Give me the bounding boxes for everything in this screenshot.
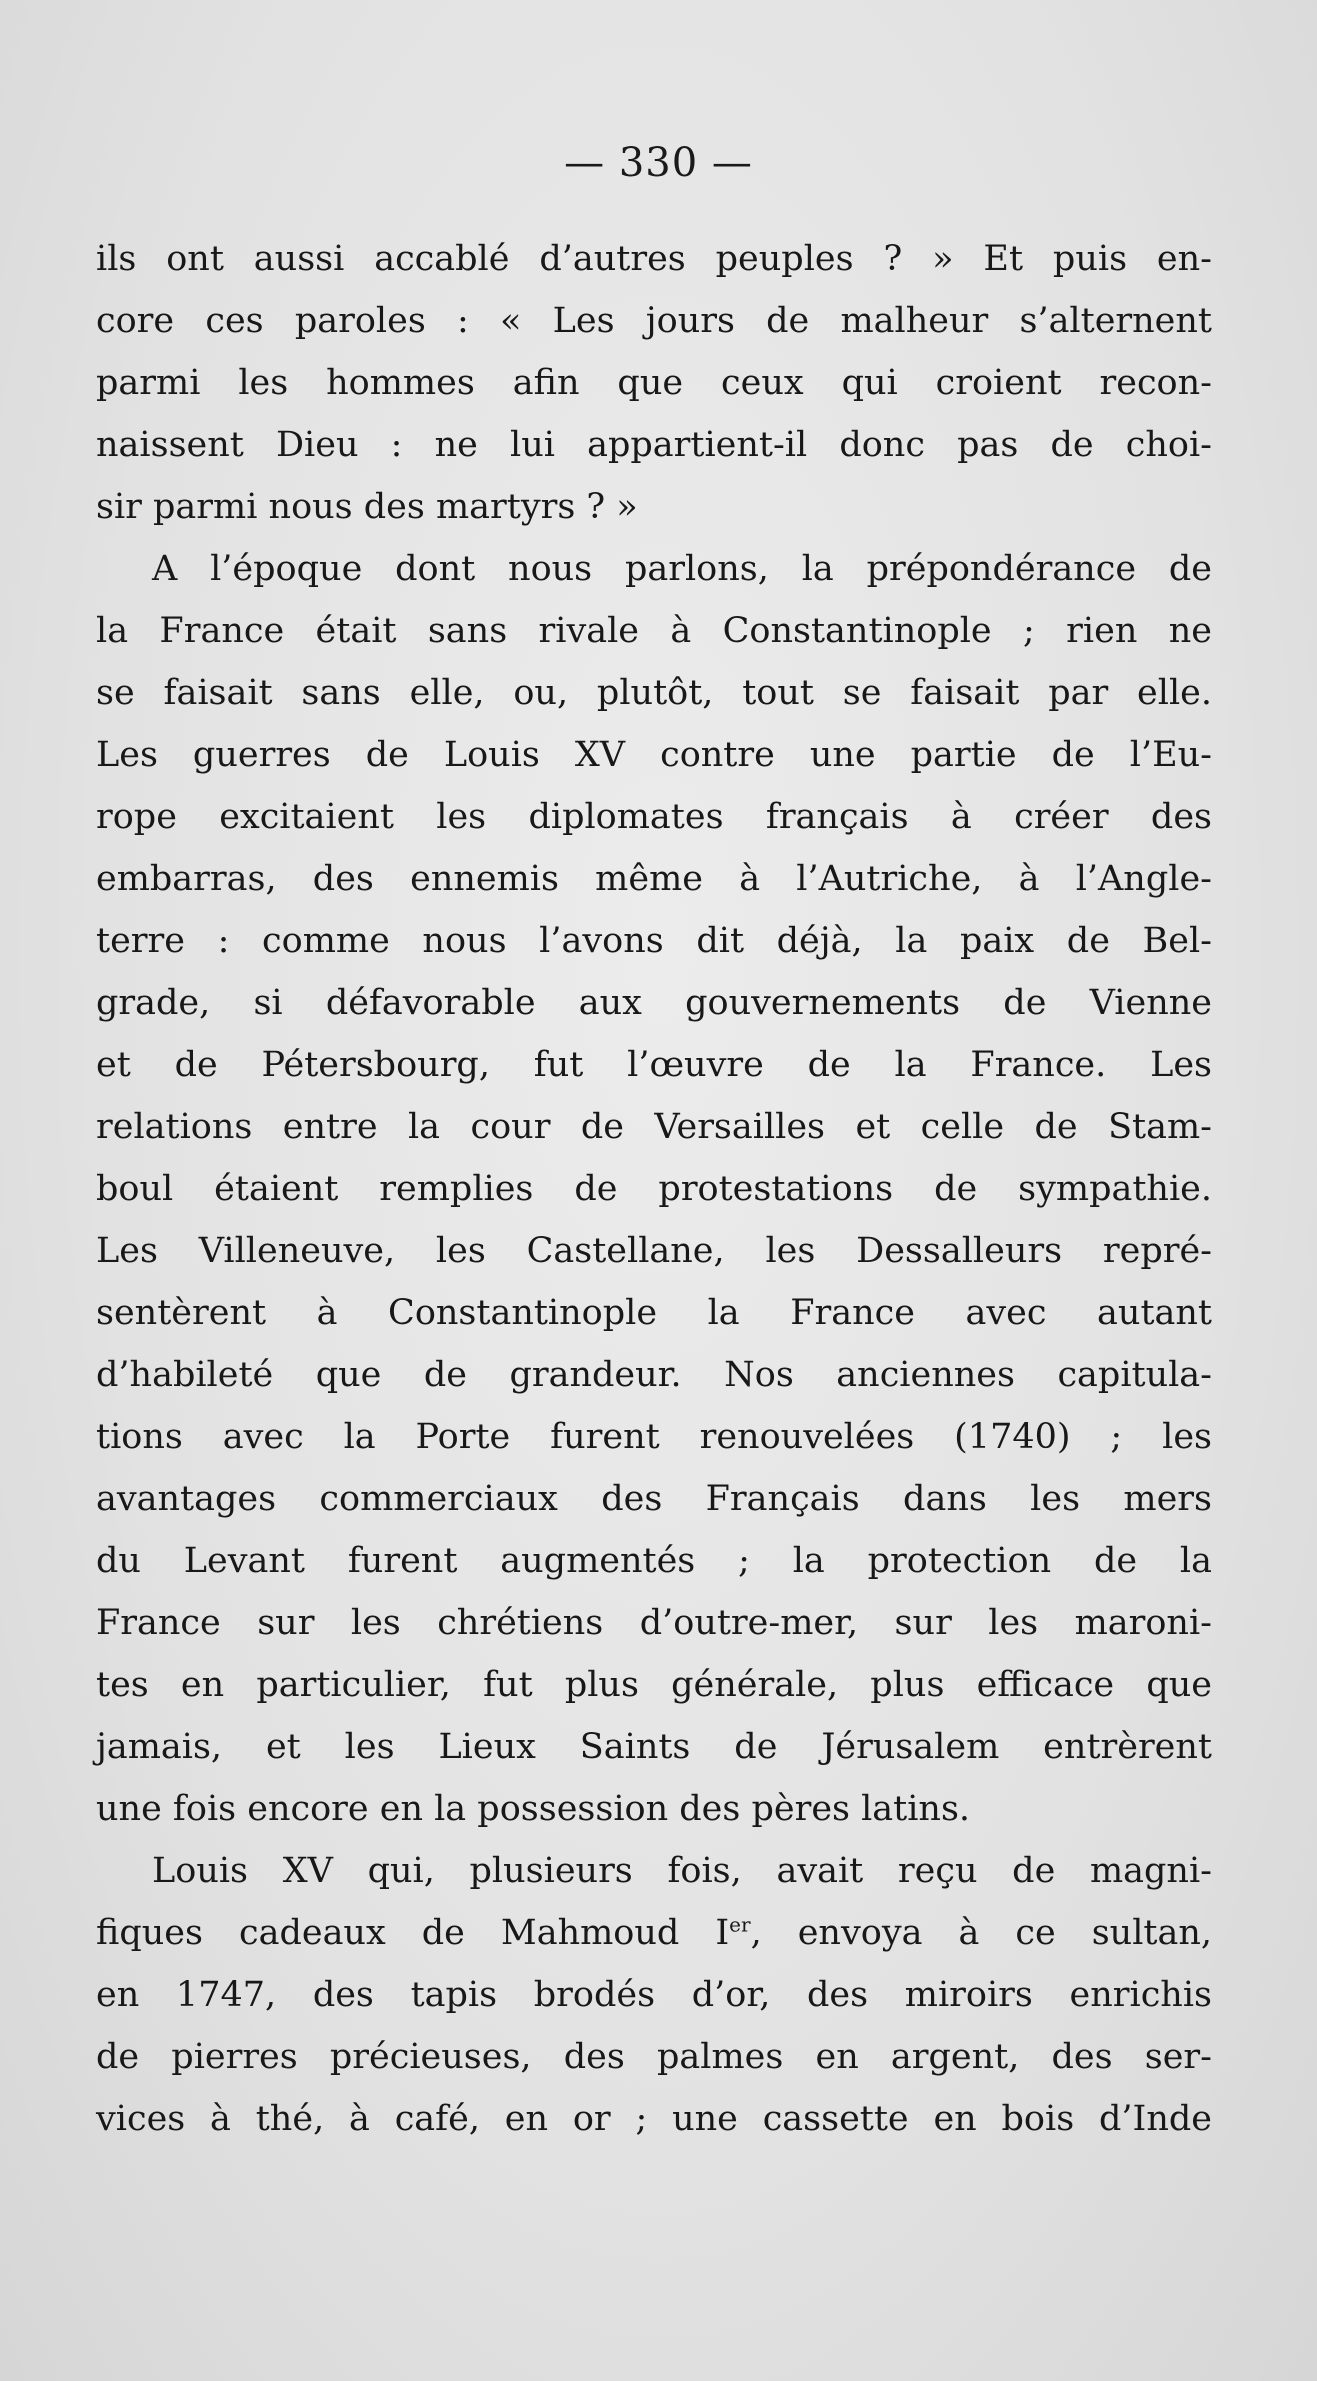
page-number: — 330 —: [564, 140, 753, 186]
text-line: terre : comme nous l’avons dit déjà, la paix de Bel-: [96, 921, 1212, 961]
text-line: sentèrent à Constantinople la France avec autant: [96, 1293, 1212, 1333]
text-line: ils ont aussi accablé d’autres peuples ? » Et puis en-: [96, 239, 1212, 279]
text-line: jamais, et les Lieux Saints de Jérusalem entrèrent: [96, 1727, 1212, 1767]
text-line: boul étaient remplies de protestations de sympathie.: [96, 1169, 1212, 1209]
text-line: d’habileté que de grandeur. Nos anciennes capitula-: [96, 1355, 1212, 1395]
paragraph-start-line: A l’époque dont nous parlons, la prépondérance de: [152, 549, 1212, 589]
text-line: embarras, des ennemis même à l’Autriche, à l’Angle-: [96, 859, 1212, 899]
text-line: tes en particulier, fut plus générale, plus efficace que: [96, 1665, 1212, 1705]
text-line: se faisait sans elle, ou, plutôt, tout se faisait par elle.: [96, 673, 1212, 713]
text-line: relations entre la cour de Versailles et celle de Stam-: [96, 1107, 1212, 1147]
text-line: et de Pétersbourg, fut l’œuvre de la France. Les: [96, 1045, 1212, 1085]
text-line: la France était sans rivale à Constantinople ; rien ne: [96, 611, 1212, 651]
text-line: naissent Dieu : ne lui appartient-il donc pas de choi-: [96, 425, 1212, 465]
superscript: er: [729, 1912, 751, 1937]
text-line: grade, si défavorable aux gouvernements de Vienne: [96, 983, 1212, 1023]
text-line: du Levant furent augmentés ; la protection de la: [96, 1541, 1212, 1581]
text-line: Les guerres de Louis XV contre une partie de l’Eu-: [96, 735, 1212, 775]
text-line: en 1747, des tapis brodés d’or, des miroirs enrichis: [96, 1975, 1212, 2015]
paragraph-start-line: Louis XV qui, plusieurs fois, avait reçu de magni-: [152, 1851, 1212, 1891]
text-line: de pierres précieuses, des palmes en argent, des ser-: [96, 2037, 1212, 2077]
text-line: sir parmi nous des martyrs ? »: [96, 487, 638, 527]
text-line: avantages commerciaux des Français dans les mers: [96, 1479, 1212, 1519]
text-line: parmi les hommes afin que ceux qui croient recon-: [96, 363, 1212, 403]
text-line: Les Villeneuve, les Castellane, les Dessalleurs repré-: [96, 1231, 1212, 1271]
text-line: vices à thé, à café, en or ; une cassette en bois d’Inde: [96, 2099, 1212, 2139]
text-line: [96, 1902, 1212, 1964]
text-line: une fois encore en la possession des pères latins.: [96, 1789, 971, 1829]
line-part: , envoya à ce sultan,: [750, 1913, 1212, 1953]
text-line: France sur les chrétiens d’outre-mer, sur les maroni-: [96, 1603, 1212, 1643]
body-text: [96, 228, 1212, 2150]
text-line: rope excitaient les diplomates français à créer des: [96, 797, 1212, 837]
line-part: fiques cadeaux de Mahmoud I: [96, 1913, 730, 1953]
text-line: tions avec la Porte furent renouvelées (1740) ; les: [96, 1417, 1212, 1457]
text-line: core ces paroles : « Les jours de malheur s’alternent: [96, 301, 1212, 341]
